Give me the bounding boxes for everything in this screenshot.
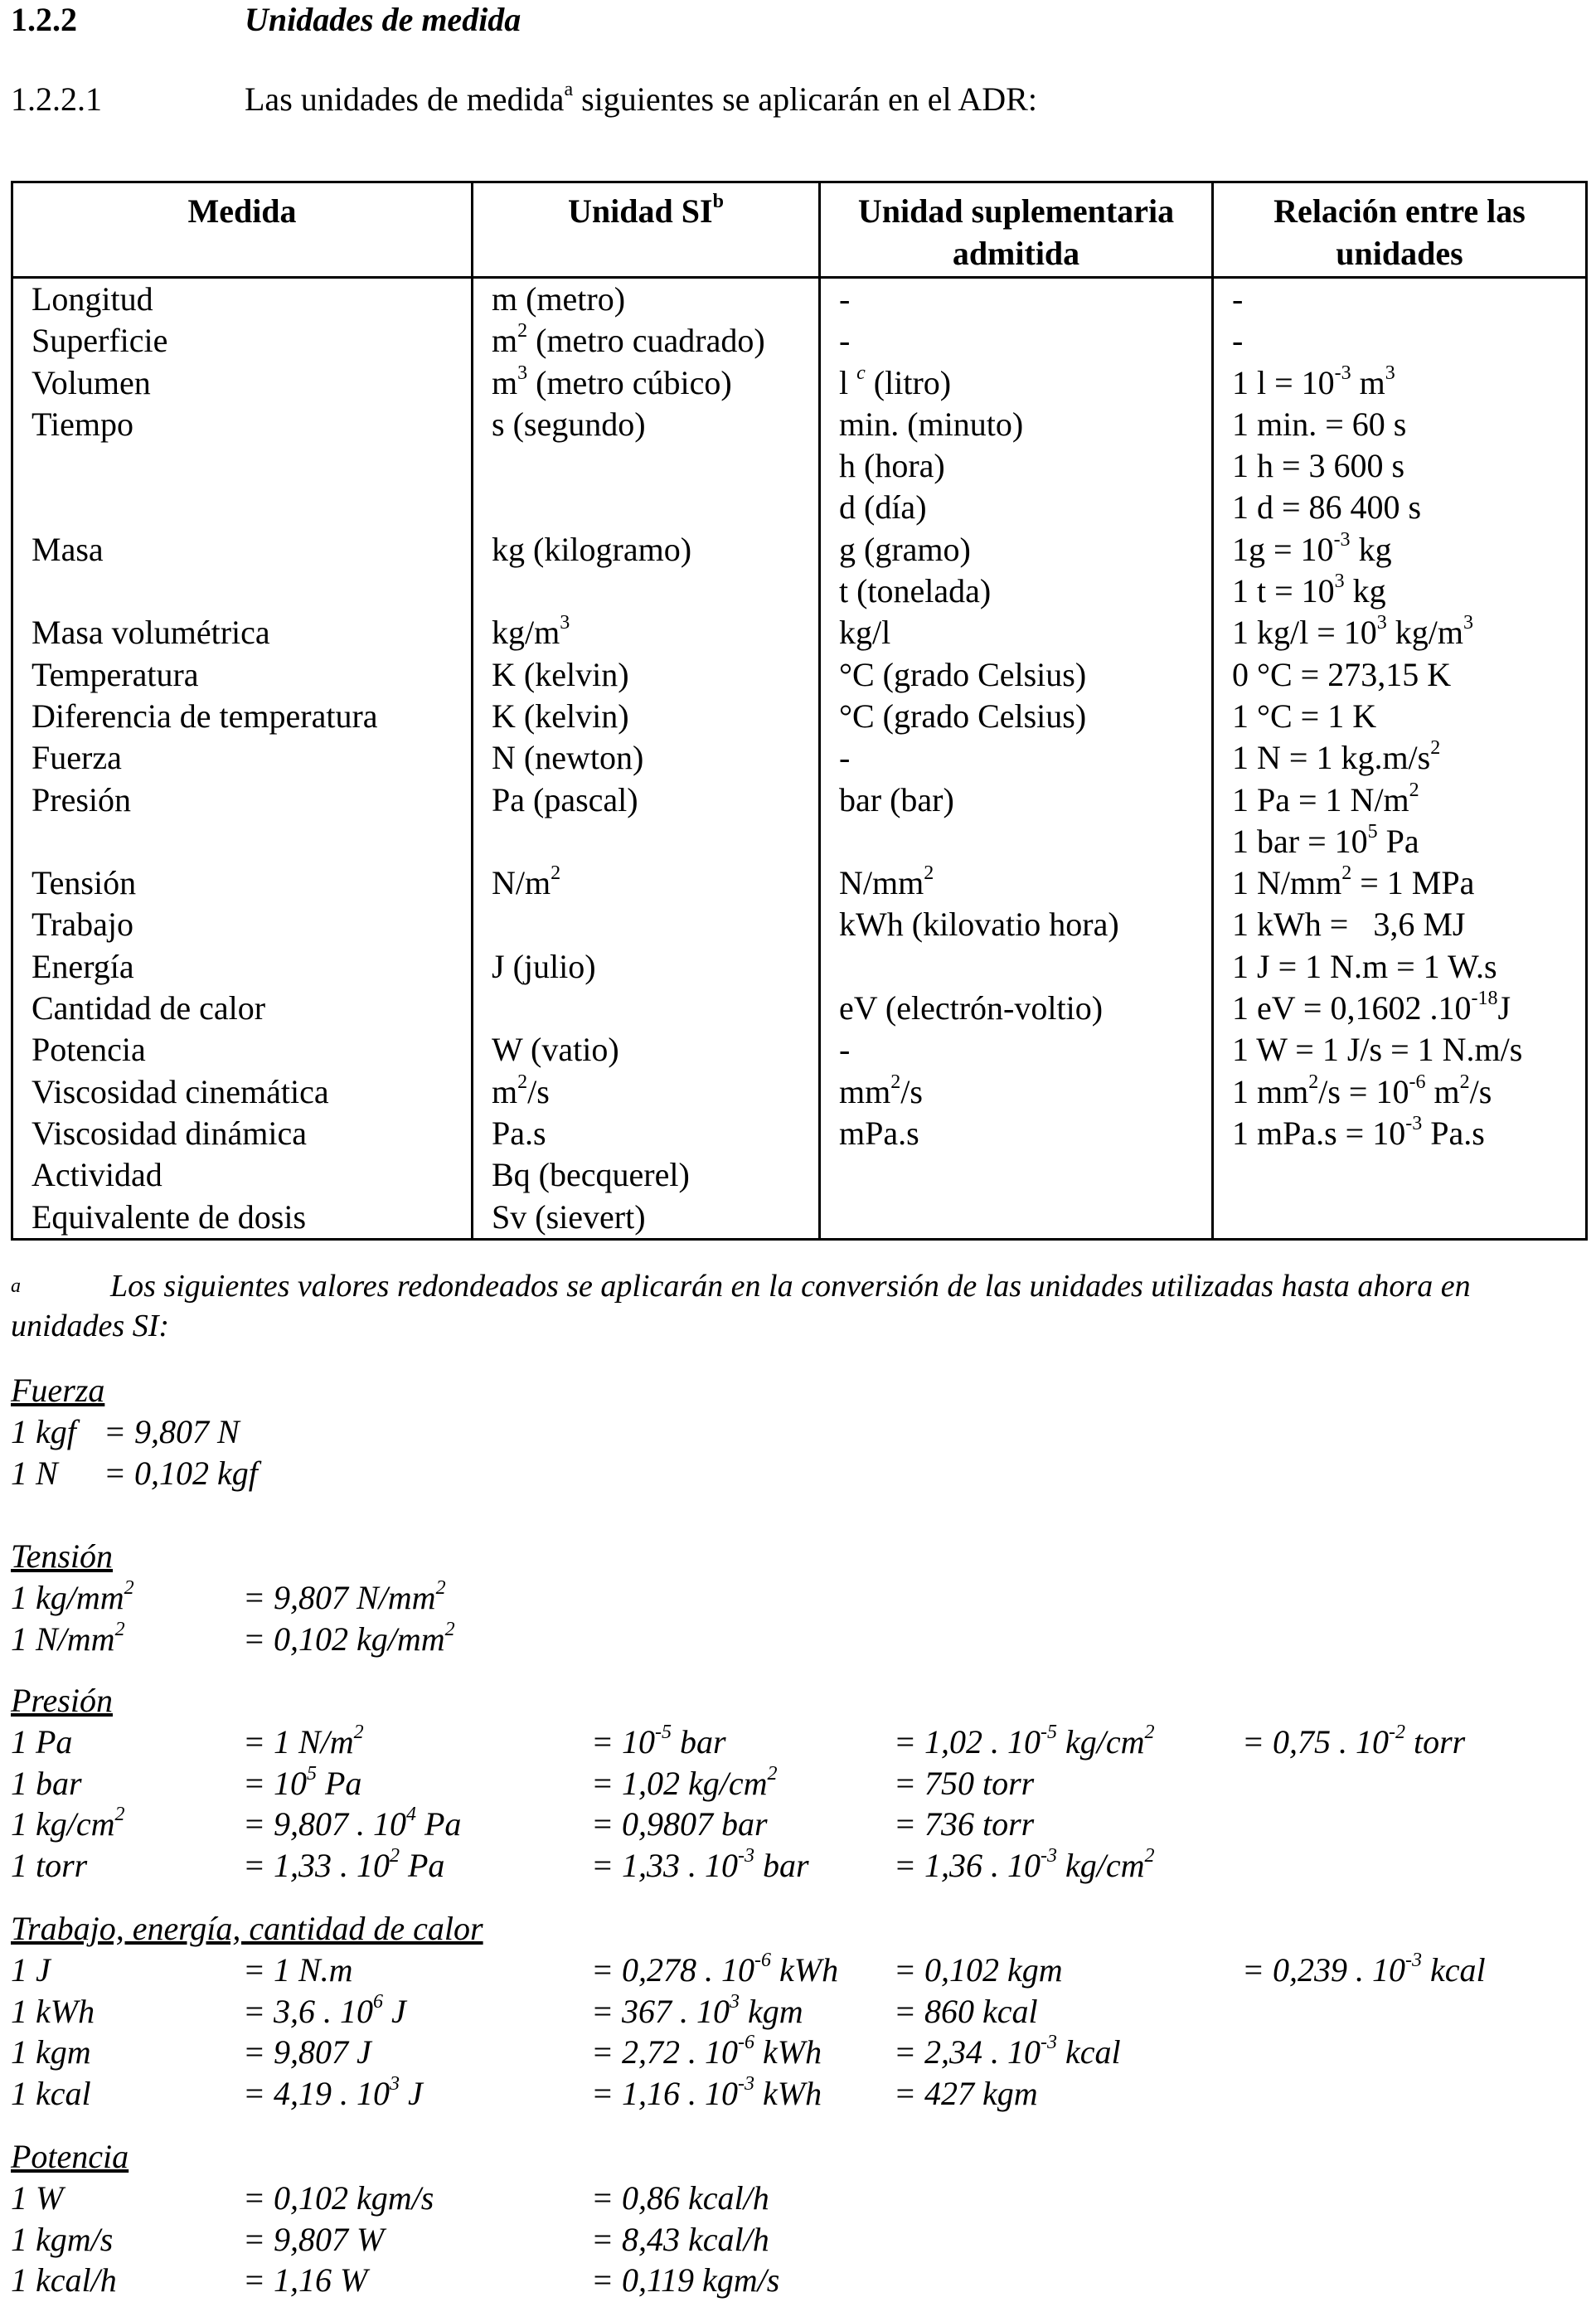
- conversion-value: = 0,102 $kg/mm^2$: [243, 1618, 455, 1658]
- section-number: 1.2.2: [11, 1, 77, 38]
- table-cell: 1 h = 3 600 s: [1232, 447, 1405, 485]
- units-table-body: [12, 278, 1587, 1240]
- table-cell: 1 eV = 0,1602 $.10^{-18}J$: [1232, 988, 1511, 1027]
- table-cell: [492, 988, 810, 1029]
- table-cell: Viscosidad cinemática: [32, 1072, 329, 1110]
- table-cell: $1g = 10^{-3}$ kg: [1232, 528, 1392, 568]
- table-cell: [839, 946, 1203, 988]
- conversion-value: = $10^{-5}$ bar: [591, 1721, 726, 1760]
- conversion-value: 1 J: [11, 1950, 51, 1989]
- conversion-value: = 1,02 $kg/cm^2$: [591, 1762, 778, 1802]
- table-cell: t (tonelada): [839, 572, 992, 610]
- conversion-value: 1 kgm: [11, 2033, 91, 2071]
- footnote-ref-b: b: [712, 191, 724, 212]
- conversion-fuerza: [11, 1370, 452, 1493]
- conversion-row: [11, 1804, 1465, 1845]
- table-cell: Fuerza: [32, 739, 122, 777]
- table-cell: Actividad: [32, 1156, 163, 1194]
- table-cell: 1 J = 1 N.m = 1 W.s: [1232, 947, 1497, 985]
- conversion-potencia: [11, 2136, 894, 2301]
- conversion-row: [11, 1453, 452, 1494]
- conversion-row: [11, 1411, 452, 1453]
- conversion-value: 1 kgm/s: [11, 2220, 114, 2258]
- table-cell: 1 N = 1 $kg.m/s^2$: [1232, 737, 1441, 777]
- table-cell: 1 $mm^2/s = 10^{-6}$ $m^2/s$: [1232, 1071, 1492, 1110]
- table-cell: W (vatio): [492, 1031, 619, 1069]
- table-cell: Tensión: [32, 864, 137, 902]
- conversion-heading: Fuerza: [11, 1372, 105, 1409]
- table-cell: [492, 487, 810, 528]
- conversion-row: [11, 2219, 894, 2261]
- table-cell: Equivalente de dosis: [32, 1197, 307, 1236]
- table-cell: °C (grado Celsius): [839, 697, 1087, 735]
- table-cell: g (gramo): [839, 530, 971, 568]
- conversion-value: 1 torr: [11, 1847, 88, 1885]
- conversion-row: [11, 2178, 894, 2219]
- table-cell: °C (grado Celsius): [839, 655, 1087, 693]
- table-cell: [1232, 1154, 1577, 1196]
- table-cell: Volumen: [32, 363, 151, 401]
- table-cell: [32, 571, 463, 612]
- footnote-text: Los siguientes valores redondeados se aplicarán en la conversión de las unidades utilizadas hasta ahora en unidades SI:: [11, 1269, 1471, 1343]
- paragraph-text-before: Las unidades de medida: [245, 80, 565, 118]
- conversion-row: [11, 1619, 591, 1660]
- table-cell: bar (bar): [839, 780, 954, 818]
- conversion-value: = 0,102 kgm: [894, 1950, 1063, 1989]
- conversion-heading: Tensión: [11, 1537, 114, 1575]
- table-cell: Bq (becquerel): [492, 1156, 690, 1194]
- header-unidad-si-label: Unidad SI: [568, 192, 713, 230]
- conversion-heading: Trabajo, energía, cantidad de calor: [11, 1910, 483, 1947]
- conversion-value: = 1,16 . $10^{-3}$ kWh: [591, 2073, 822, 2113]
- conversion-value: = 736 torr: [894, 1805, 1035, 1843]
- table-cell: K (kelvin): [492, 655, 629, 693]
- table-cell: m (metro): [492, 280, 626, 318]
- table-cell: eV (electrón-voltio): [839, 989, 1104, 1027]
- conversion-value: = 0,102 kgm/s: [243, 2178, 434, 2217]
- conversion-value: = 0,9807 bar: [591, 1805, 768, 1843]
- footnote-ref-a: a: [564, 79, 574, 100]
- table-cell: [839, 1197, 1203, 1238]
- conversion-row: [11, 1722, 1465, 1763]
- table-cell: K (kelvin): [492, 697, 629, 735]
- paragraph-number: 1.2.2.1: [11, 80, 102, 118]
- conversion-value: = 0,86 kcal/h: [591, 2178, 769, 2217]
- footnote-a: [11, 1266, 1586, 1346]
- conversion-value: = 367 . $10^3$ kgm: [591, 1990, 803, 2030]
- conversion-value: 1 bar: [11, 1764, 82, 1802]
- table-cell: [32, 821, 463, 862]
- conversion-row: [11, 1950, 1486, 1991]
- table-cell: min. (minuto): [839, 405, 1024, 443]
- conversion-row: [11, 1845, 1465, 1887]
- conversion-value: = 0,119 kgm/s: [591, 2261, 780, 2300]
- table-cell: [492, 571, 810, 612]
- table-cell: Temperatura: [32, 655, 199, 693]
- section-title: Unidades de medida: [245, 1, 521, 38]
- conversion-value: = 1,16 W: [243, 2261, 368, 2300]
- table-cell: -: [839, 739, 851, 777]
- column-relacion: [1213, 278, 1587, 1240]
- conversion-value: 1 kcal: [11, 2075, 91, 2113]
- table-cell: Pa.s: [492, 1114, 546, 1152]
- table-cell: Energía: [32, 947, 134, 985]
- conversion-value: = 1,33 . $10^{-3}$ bar: [591, 1845, 809, 1885]
- header-unidad-si: [473, 182, 820, 278]
- table-cell: [492, 821, 810, 862]
- conversion-value: = 2,72 . $10^{-6}$ kWh: [591, 2032, 822, 2071]
- conversion-value: = 0,239 . $10^{-3}$ kcal: [1242, 1949, 1486, 1989]
- conversion-value: = 1,02 . $10^{-5}$ $kg/cm^2$: [894, 1721, 1155, 1760]
- table-cell: 1 kWh = 3,6 MJ: [1232, 906, 1466, 944]
- table-cell: [492, 445, 810, 487]
- table-cell: Pa (pascal): [492, 780, 638, 818]
- table-cell: 1 min. = 60 s: [1232, 405, 1407, 443]
- conversion-value: = 9,807 $N/mm^2$: [243, 1576, 446, 1616]
- table-cell: Tiempo: [32, 405, 134, 443]
- conversion-value: = 0,278 . $10^{-6}$ kWh: [591, 1949, 839, 1989]
- conversion-value: 1 kgf: [11, 1412, 76, 1450]
- table-cell: 1 °C = 1 K: [1232, 697, 1377, 735]
- table-cell: 1 $l = 10^{-3}$ $m^3$: [1232, 362, 1395, 401]
- table-cell: Viscosidad dinámica: [32, 1114, 307, 1152]
- conversion-value: = $10^5$ Pa: [243, 1762, 362, 1802]
- table-cell: 1 $mPa.s = 10^{-3}$ Pa.s: [1232, 1112, 1485, 1152]
- conversion-value: 1 kcal/h: [11, 2261, 117, 2300]
- table-cell: kWh (kilovatio hora): [839, 906, 1119, 944]
- table-cell: -: [1232, 322, 1244, 360]
- table-cell: Masa: [32, 530, 104, 568]
- table-cell: Superficie: [32, 322, 168, 360]
- table-cell: J (julio): [492, 947, 596, 985]
- units-table-header: [12, 182, 1587, 278]
- table-cell: [32, 487, 463, 528]
- table-cell: 0 °C = 273,15 K: [1232, 655, 1452, 693]
- conversion-value: 1 kWh: [11, 1992, 95, 2030]
- table-cell: 1 d = 86 400 s: [1232, 488, 1422, 527]
- conversion-row: [11, 2260, 894, 2301]
- header-medida: Medida: [12, 182, 473, 278]
- table-cell: [839, 1154, 1203, 1196]
- conversion-value: 1 W: [11, 2178, 64, 2217]
- column-unidad-si: [473, 278, 820, 1240]
- table-cell: $m^2/s$: [492, 1071, 550, 1110]
- conversion-row: [11, 1763, 1465, 1804]
- conversion-row: [11, 2032, 1486, 2073]
- table-cell: N (newton): [492, 739, 644, 777]
- table-cell: mPa.s: [839, 1114, 919, 1152]
- conversion-tension: [11, 1536, 591, 1659]
- paragraph-text-after: siguientes se aplicarán en el ADR:: [573, 80, 1037, 118]
- table-cell: Longitud: [32, 280, 153, 318]
- table-cell: 1 W = 1 J/s = 1 N.m/s: [1232, 1031, 1523, 1069]
- section-heading: [11, 0, 521, 40]
- table-cell: 1 $N/mm^2 = 1$ MPa: [1232, 862, 1475, 902]
- table-cell: $N/m^2$: [492, 862, 561, 902]
- conversion-value: = 9,807 . $10^4$ Pa: [243, 1804, 462, 1843]
- conversion-value: 1 $N/mm^2$: [11, 1618, 125, 1658]
- table-cell: -: [1232, 280, 1244, 318]
- footnote-mark: a: [11, 1275, 21, 1297]
- table-cell: 1 Pa = 1 $N/m^2$: [1232, 779, 1419, 818]
- conversion-value: = 9,807 J: [243, 2033, 371, 2071]
- conversion-row: [11, 2073, 1486, 2115]
- conversion-heading: Potencia: [11, 2138, 129, 2175]
- table-cell: [1232, 1197, 1577, 1238]
- conversion-value: = 427 kgm: [894, 2075, 1038, 2113]
- column-medida: [12, 278, 473, 1240]
- header-relacion: Relación entre las unidades: [1213, 182, 1587, 278]
- conversion-row: [11, 1991, 1486, 2032]
- table-cell: kg (kilogramo): [492, 530, 692, 568]
- table-cell: $m^3$ (metro cúbico): [492, 362, 732, 401]
- table-cell: [492, 904, 810, 945]
- table-cell: l $^c$ (litro): [839, 362, 952, 401]
- conversion-value: = 0,102 kgf: [104, 1454, 258, 1492]
- table-cell: Sv (sievert): [492, 1197, 646, 1236]
- table-cell: $m^2$ (metro cuadrado): [492, 320, 765, 360]
- paragraph-1-2-2-1: [11, 80, 1037, 119]
- conversion-value: = 9,807 N: [104, 1412, 240, 1450]
- table-cell: $N/mm^2$: [839, 862, 934, 902]
- conversion-value: = 1 N.m: [243, 1950, 353, 1989]
- conversion-trabajo: [11, 1908, 1486, 2115]
- table-cell: 1 $kg/l = 10^3$ $kg/m^3$: [1232, 612, 1474, 652]
- table-cell: -: [839, 322, 851, 360]
- conversion-value: 1 $kg/mm^2$: [11, 1576, 134, 1616]
- conversion-value: 1 $kg/cm^2$: [11, 1804, 125, 1843]
- conversion-value: = 1 $N/m^2$: [243, 1721, 364, 1760]
- header-suplementaria: Unidad suplementaria admitida: [820, 182, 1213, 278]
- table-cell: 1 bar = $10^5$ Pa: [1232, 820, 1419, 860]
- conversion-value: = 750 torr: [894, 1764, 1035, 1802]
- table-cell: -: [839, 1031, 851, 1069]
- conversion-row: [11, 1577, 591, 1619]
- conversion-value: = 1,36 . $10^{-3}$ $kg/cm^2$: [894, 1845, 1155, 1885]
- table-cell: -: [839, 280, 851, 318]
- table-cell: d (día): [839, 488, 927, 527]
- conversion-value: = 8,43 kcal/h: [591, 2220, 769, 2258]
- table-cell: s (segundo): [492, 405, 646, 443]
- table-cell: Trabajo: [32, 906, 133, 944]
- table-cell: Presión: [32, 780, 131, 818]
- units-table: [11, 181, 1588, 1241]
- table-cell: $mm^2/s$: [839, 1071, 923, 1110]
- conversion-heading: Presión: [11, 1682, 113, 1719]
- conversion-value: = 4,19 . $10^3$ J: [243, 2073, 423, 2113]
- table-cell: Masa volumétrica: [32, 614, 270, 652]
- table-cell: Potencia: [32, 1031, 146, 1069]
- table-cell: 1 $t = 10^3$ kg: [1232, 571, 1386, 610]
- table-cell: Cantidad de calor: [32, 989, 266, 1027]
- conversion-value: 1 Pa: [11, 1722, 73, 1760]
- table-cell: [32, 445, 463, 487]
- conversion-value: = 2,34 . $10^{-3}$ kcal: [894, 2032, 1121, 2071]
- conversion-value: 1 N: [11, 1454, 58, 1492]
- table-cell: kg/l: [839, 614, 891, 652]
- table-cell: Diferencia de temperatura: [32, 697, 378, 735]
- table-cell: h (hora): [839, 447, 945, 485]
- conversion-value: = 0,75 . $10^{-2}$ torr: [1242, 1721, 1466, 1760]
- conversion-value: = 1,33 . $10^2$ Pa: [243, 1845, 445, 1885]
- table-cell: [839, 821, 1203, 862]
- conversion-value: = 860 kcal: [894, 1992, 1038, 2030]
- conversion-presion: [11, 1680, 1465, 1887]
- table-cell: $kg/m^3$: [492, 612, 570, 652]
- conversion-value: = 3,6 . $10^6$ J: [243, 1990, 406, 2030]
- conversion-value: = 9,807 W: [243, 2220, 385, 2258]
- column-suplementaria: [820, 278, 1213, 1240]
